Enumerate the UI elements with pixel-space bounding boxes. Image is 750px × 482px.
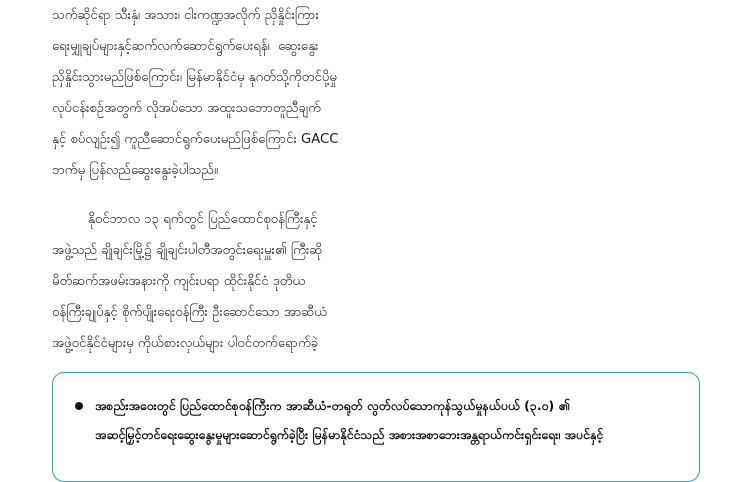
text-line: လုပ်ငန်းစဉ်အတွက် လိုအပ်သော အထူးသဘောတူညီချက် xyxy=(52,101,321,116)
text-line: အဆင့်မြှင့်တင်ရေးဆွေးနွေးမှုများဆောင်ရွက်ခဲ့ပြီး မြန်မာနိုင်ငံသည် အစားအစာဘေးအန္တရာယ်ကင်းရှင်းရေး၊ အပင်နှင့် xyxy=(95,427,604,442)
text-line: နိုဝင်ဘာလ ၁၃ ရက်တွင် ပြည်ထောင်စုဝန်ကြီးနှင့် xyxy=(88,212,318,227)
callout-text xyxy=(95,391,677,449)
highlight-callout-box xyxy=(52,372,700,482)
text-line: အစည်းအဝေးတွင် ပြည်ထောင်စုဝန်ကြီးက အာဆီယံ-တရုတ် လွတ်လပ်သောကုန်သွယ်မှုနယ်ပယ် (၃.၀) ၏ xyxy=(95,398,570,413)
callout-bullet-item xyxy=(75,391,677,449)
text-line: နှင့် စပ်လျဉ်း၍ ကူညီဆောင်ရွက်ပေးမည်ဖြစ်ကြောင်း GACC xyxy=(52,132,339,147)
text-line: သက်ဆိုင်ရာ သီးနှံ၊ အသား၊ ငါးကဏ္ဍအလိုက် ညှိနှိုင်းကြား xyxy=(52,8,319,23)
body-text-column xyxy=(52,0,382,359)
text-line: မိတ်ဆက်အဖမ်းအနားကို ကျင်းပရာ ထိုင်းနိုင်ငံ ဒုတိယ xyxy=(52,274,306,289)
text-line: ရေးမျှုချပ်များနှင့်ဆက်လက်ဆောင်ရွက်ပေးရန်၊ ဆွေးနွေး xyxy=(52,39,319,54)
paragraph-2 xyxy=(52,204,382,359)
text-line: ညှိနှိုင်းသွားမည်ဖြစ်ကြောင်း၊ မြန်မာနိုင်ငံမှ နုဂတ်သို့ကိုတင်ပို့မှု xyxy=(52,70,337,85)
text-line: ဝန်ကြီးချုပ်နှင့် စိုက်ပျိုးရေးဝန်ကြီး ဦးဆောင်သော အာဆီယံ xyxy=(52,305,327,320)
text-line: ဘက်မှ ပြန်လည်ဆွေးနွေးခဲ့ပါသည်။ xyxy=(52,163,219,178)
bullet-dot-icon xyxy=(75,402,83,410)
paragraph-1 xyxy=(52,0,382,186)
text-line: အဖွဲ့ဝင်နိုင်ငံများမှ ကိုယ်စားလှယ်များ ပါဝင်တက်ရောက်ခဲ့ xyxy=(52,336,319,351)
text-line: အဖွဲ့သည် ချိုချင်းမြို့၌ ချိုချင်းပါတီအတွင်းရေးမှူး၏ ကြီးဆို xyxy=(52,243,323,258)
